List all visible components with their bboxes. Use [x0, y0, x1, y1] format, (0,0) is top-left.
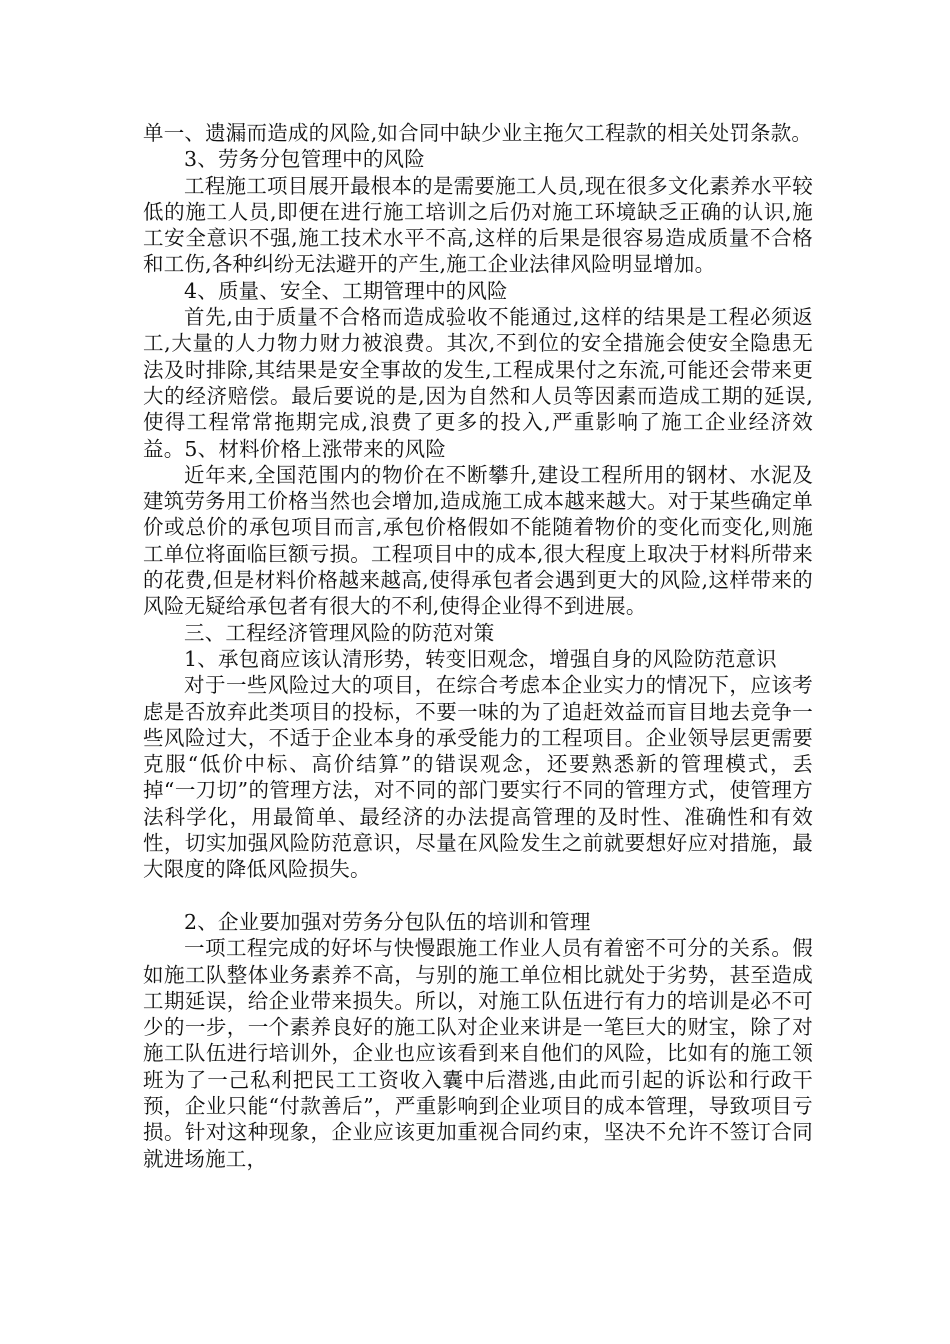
heading-labor-subcontract-risk: 3、劳务分包管理中的风险: [184, 147, 425, 172]
paragraph-labor-risk: 工程施工项目展开最根本的是需要施工人员,现在很多文化素养水平较低的施工人员,即便在进行施工培训之后仍对施工环境缺乏正确的认识,施工安全意识不强,施工技术水平不高,这样的后果是很容易造成质量不合格和工伤,各种纠纷无法避开的产生,施工企业法律风险明显增加。: [143, 173, 813, 277]
document-page: [143, 120, 813, 1172]
paragraph-contractor-awareness: 对于一些风险过大的项目，在综合考虑本企业实力的情况下，应该考虑是否放弃此类项目的投标，不要一味的为了追赶效益而盲目地去竞争一些风险过大，不适于企业本身的承受能力的工程项目。企业领导层更需要克服“低价中标、高价结算”的错误观念，还要熟悉新的管理模式，丢掉“一刀切”的管理方法，对不同的部门要实行不同的管理方式，使管理方法科学化，用最简单、最经济的办法提高管理的及时性、准确性和有效性，切实加强风险防范意识，尽量在风险发生之前就要想好应对措施，最大限度的降低风险损失。: [143, 673, 813, 882]
paragraph-material-price-risk: 近年来,全国范围内的物价在不断攀升,建设工程所用的钢材、水泥及建筑劳务用工价格当然也会增加,造成施工成本越来越大。对于某些确定单价或总价的承包项目而言,承包价格假如不能随着物价的变化而变化,则施工单位将面临巨额亏损。工程项目中的成本,很大程度上取决于材料所带来的花费,但是材料价格越来越高,使得承包者会遇到更大的风险,这样带来的风险无疑给承包者有很大的不利,使得企业得不到进展。: [143, 462, 813, 619]
paragraph-continuation: 单一、遗漏而造成的风险,如合同中缺少业主拖欠工程款的相关处罚条款。: [143, 121, 813, 145]
heading-countermeasures: 三、工程经济管理风险的防范对策: [184, 620, 495, 645]
paragraph-labor-training: 一项工程完成的好坏与快慢跟施工作业人员有着密不可分的关系。假如施工队整体业务素养不高，与别的施工单位相比就处于劣势，甚至造成工期延误，给企业带来损失。所以，对施工队伍进行有力的培训是必不可少的一步，一个素养良好的施工队对企业来讲是一笔巨大的财宝，除了对施工队伍进行培训外，企业也应该看到来自他们的风险，比如有的施工领班为了一己私利把民工工资收入囊中后潜逃,由此而引起的诉讼和行政干预，企业只能“付款善后”，严重影响到企业项目的成本管理，导致项目亏损。针对这种现象，企业应该更加重视合同约束，坚决不允许不签订合同就进场施工，: [143, 936, 813, 1171]
blank-line: [143, 883, 813, 909]
paragraph-quality-risk: 首先,由于质量不合格而造成验收不能通过,这样的结果是工程必须返工,大量的人力物力财力被浪费。其次,不到位的安全措施会使安全隐患无法及时排除,其结果是安全事故的发生,工程成果付之东流,可能还会带来更大的经济赔偿。最后要说的是,因为自然和人员等因素而造成工期的延误,使得工程常常拖期完成,浪费了更多的投入,严重影响了施工企业经济效益。5、材料价格上涨带来的风险: [143, 305, 813, 461]
heading-quality-safety-schedule-risk: 4、质量、安全、工期管理中的风险: [184, 278, 508, 303]
heading-labor-training: 2、企业要加强对劳务分包队伍的培训和管理: [184, 909, 591, 934]
heading-contractor-awareness: 1、承包商应该认清形势，转变旧观念，增强自身的风险防范意识: [184, 646, 777, 671]
